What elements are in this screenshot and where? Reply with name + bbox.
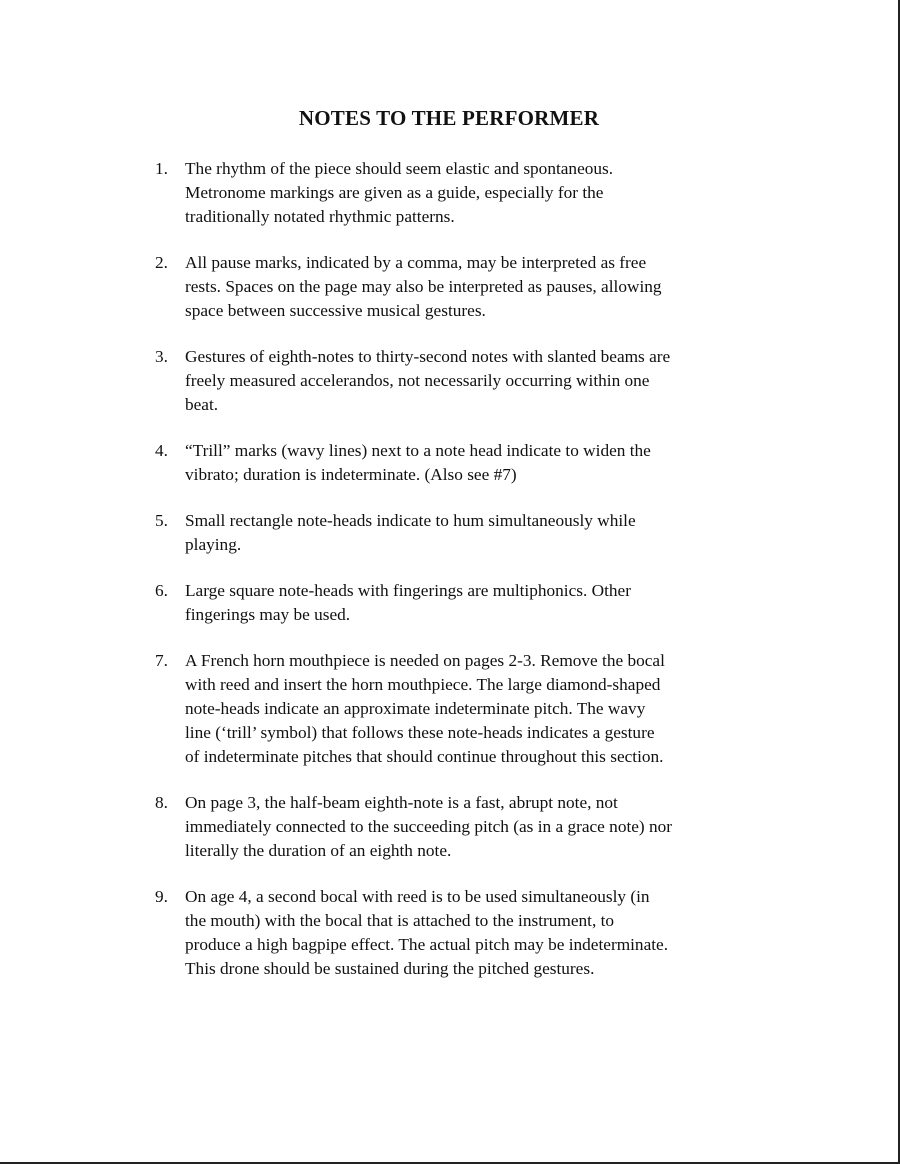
note-item xyxy=(155,251,785,323)
note-line: space between successive musical gestures. xyxy=(185,301,486,320)
note-text xyxy=(185,509,785,557)
note-line: line (‘trill’ symbol) that follows these note-heads indicates a gesture xyxy=(185,723,655,742)
note-line: playing. xyxy=(185,535,242,554)
note-line: with reed and insert the horn mouthpiece. The large diamond-shaped xyxy=(185,675,661,694)
note-item xyxy=(155,885,785,981)
note-line: “Trill” marks (wavy lines) next to a note head indicate to widen the xyxy=(185,441,651,460)
note-number: 9. xyxy=(155,887,168,906)
note-line: On page 3, the half-beam eighth-note is a fast, abrupt note, not xyxy=(185,793,618,812)
note-text xyxy=(185,251,785,323)
note-item xyxy=(155,791,785,863)
note-line: A French horn mouthpiece is needed on pages 2-3. Remove the bocal xyxy=(185,651,665,670)
note-line: vibrato; duration is indeterminate. (Also see #7) xyxy=(185,465,517,484)
note-number: 1. xyxy=(155,159,168,178)
note-item xyxy=(155,649,785,769)
note-text xyxy=(185,885,785,981)
note-line: All pause marks, indicated by a comma, may be interpreted as free xyxy=(185,253,647,272)
note-number: 5. xyxy=(155,511,168,530)
note-line: rests. Spaces on the page may also be interpreted as pauses, allowing xyxy=(185,277,662,296)
note-line: This drone should be sustained during the pitched gestures. xyxy=(185,959,595,978)
note-text xyxy=(185,579,785,627)
note-item xyxy=(155,579,785,627)
note-line: literally the duration of an eighth note. xyxy=(185,841,452,860)
note-line: On age 4, a second bocal with reed is to be used simultaneously (in xyxy=(185,887,650,906)
note-number: 8. xyxy=(155,793,168,812)
note-line: traditionally notated rhythmic patterns. xyxy=(185,207,455,226)
note-number: 6. xyxy=(155,581,168,600)
notes-list xyxy=(155,157,785,1003)
note-item xyxy=(155,157,785,229)
note-item xyxy=(155,509,785,557)
note-line: Metronome markings are given as a guide, especially for the xyxy=(185,183,604,202)
note-line: note-heads indicate an approximate indeterminate pitch. The wavy xyxy=(185,699,646,718)
note-item xyxy=(155,439,785,487)
note-line: beat. xyxy=(185,395,219,414)
note-number: 4. xyxy=(155,441,168,460)
note-number: 3. xyxy=(155,347,168,366)
note-number: 7. xyxy=(155,651,168,670)
note-line: The rhythm of the piece should seem elastic and spontaneous. xyxy=(185,159,614,178)
note-line: Large square note-heads with fingerings are multiphonics. Other xyxy=(185,581,631,600)
note-line: immediately connected to the succeeding pitch (as in a grace note) nor xyxy=(185,817,673,836)
note-line: produce a high bagpipe effect. The actual pitch may be indeterminate. xyxy=(185,935,669,954)
note-line: Small rectangle note-heads indicate to hum simultaneously while xyxy=(185,511,636,530)
note-text xyxy=(185,345,785,417)
note-line: the mouth) with the bocal that is attached to the instrument, to xyxy=(185,911,615,930)
note-text xyxy=(185,649,785,769)
note-line: fingerings may be used. xyxy=(185,605,351,624)
note-line: of indeterminate pitches that should continue throughout this section. xyxy=(185,747,664,766)
note-item xyxy=(155,345,785,417)
note-text xyxy=(185,157,785,229)
note-line: freely measured accelerandos, not necessarily occurring within one xyxy=(185,371,650,390)
note-line: Gestures of eighth-notes to thirty-second notes with slanted beams are xyxy=(185,347,671,366)
note-text xyxy=(185,439,785,487)
note-text xyxy=(185,791,785,863)
note-number: 2. xyxy=(155,253,168,272)
page-title: NOTES TO THE PERFORMER xyxy=(298,106,600,130)
